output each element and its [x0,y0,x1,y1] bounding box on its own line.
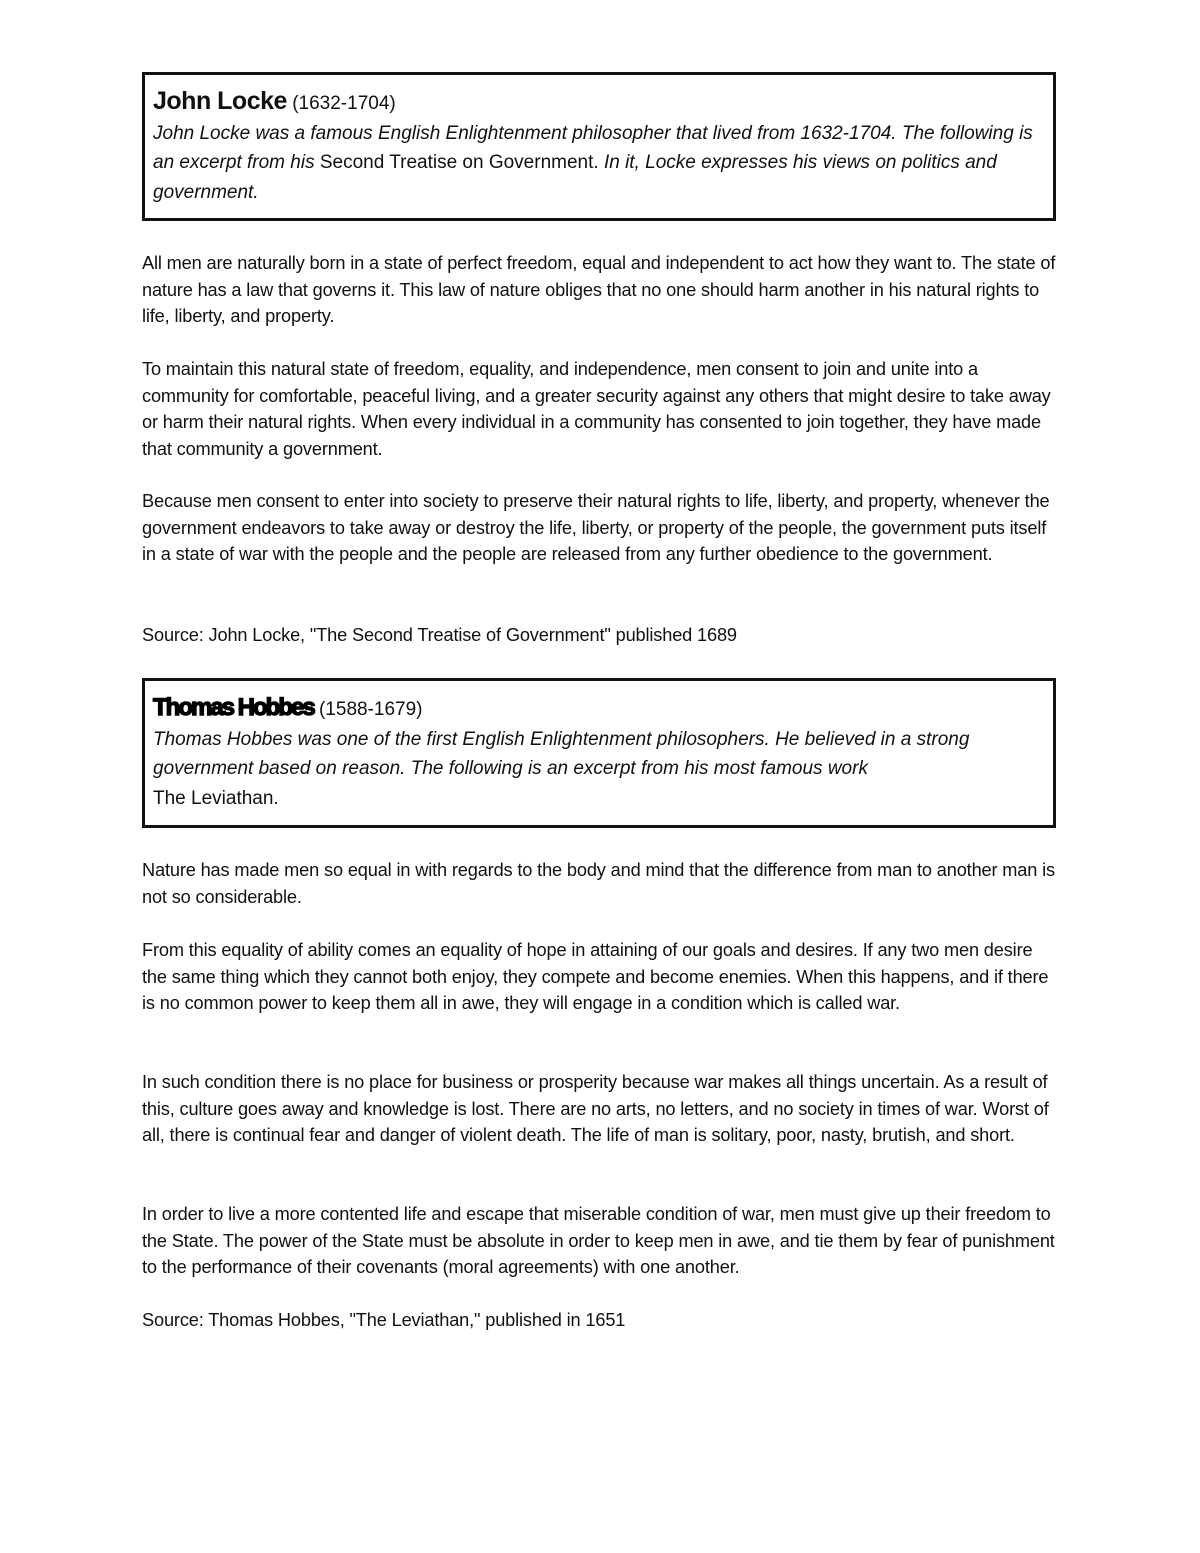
hobbes-paragraph-1: Nature has made men so equal in with regards to the body and mind that the difference from man to another man is not so considerable. [142,860,1055,907]
hobbes-name: Thomas Hobbes [153,694,314,721]
locke-paragraph-3: Because men consent to enter into society to preserve their natural rights to life, liberty, and property, whenever the government endeavors to take away or destroy the life, liberty, or property of the people, the government puts itself in a state of war with the people and the people are released from any further obedience to the government. [142,491,1050,564]
hobbes-paragraph-3: In such condition there is no place for business or prosperity because war makes all things uncertain. As a result of this, culture goes away and knowledge is lost. There are no arts, no letters, and no society in times of war. Worst of all, there is continual fear and danger of violent death. The life of man is solitary, poor, nasty, brutish, and short. [142,1072,1049,1145]
hobbes-source: Source: Thomas Hobbes, "The Leviathan," published in 1651 [142,1310,626,1330]
locke-paragraph-1: All men are naturally born in a state of perfect freedom, equal and independent to act how they want to. The state of nature has a law that governs it. This law of nature obliges that no one should harm another in his natural rights to life, liberty, and property. [142,253,1056,326]
locke-intro-work: Second Treatise on Government. [319,152,599,173]
locke-bio-box [142,72,1056,221]
hobbes-intro-work: The Leviathan. [153,787,279,809]
hobbes-paragraph-2: From this equality of ability comes an equality of hope in attaining of our goals and desires. If any two men desire the same thing which they cannot both enjoy, they compete and become enemies. When this happens, and if there is no common power to keep them all in awe, they will engage in a condition which is called war. [142,940,1049,1013]
locke-intro-text-a: John Locke was a famous English Enlightenment philosopher that lived from 1632-1704. The following is an excerpt from his [153,122,1033,173]
locke-source: Source: John Locke, "The Second Treatise of Government" published 1689 [142,625,737,645]
locke-intro [153,119,1045,208]
locke-name: John Locke [153,87,287,115]
locke-paragraph-2: To maintain this natural state of freedom, equality, and independence, men consent to join and unite into a community for comfortable, peaceful living, and a greater security against any others that might desire to take away or harm their natural rights. When every individual in a community has consented to join together, they have made that community a government. [142,359,1051,459]
hobbes-bio-box [142,678,1056,828]
hobbes-intro [153,725,1045,814]
hobbes-dates: (1588-1679) [318,699,423,720]
locke-dates: (1632-1704) [292,93,396,114]
hobbes-heading [153,693,1045,725]
hobbes-paragraph-4: In order to live a more contented life and escape that miserable condition of war, men must give up their freedom to the State. The power of the State must be absolute in order to keep men in awe, and tie them by fear of punishment to the performance of their covenants (moral agreements) with one another. [142,1204,1055,1277]
locke-intro-text-b: In it, Locke expresses his views on politics and government. [153,152,997,203]
hobbes-intro-text: Thomas Hobbes was one of the first English Enlightenment philosophers. He believed in a strong government based on reason. The following is an excerpt from his most famous work [153,728,970,779]
locke-heading [153,87,1045,119]
